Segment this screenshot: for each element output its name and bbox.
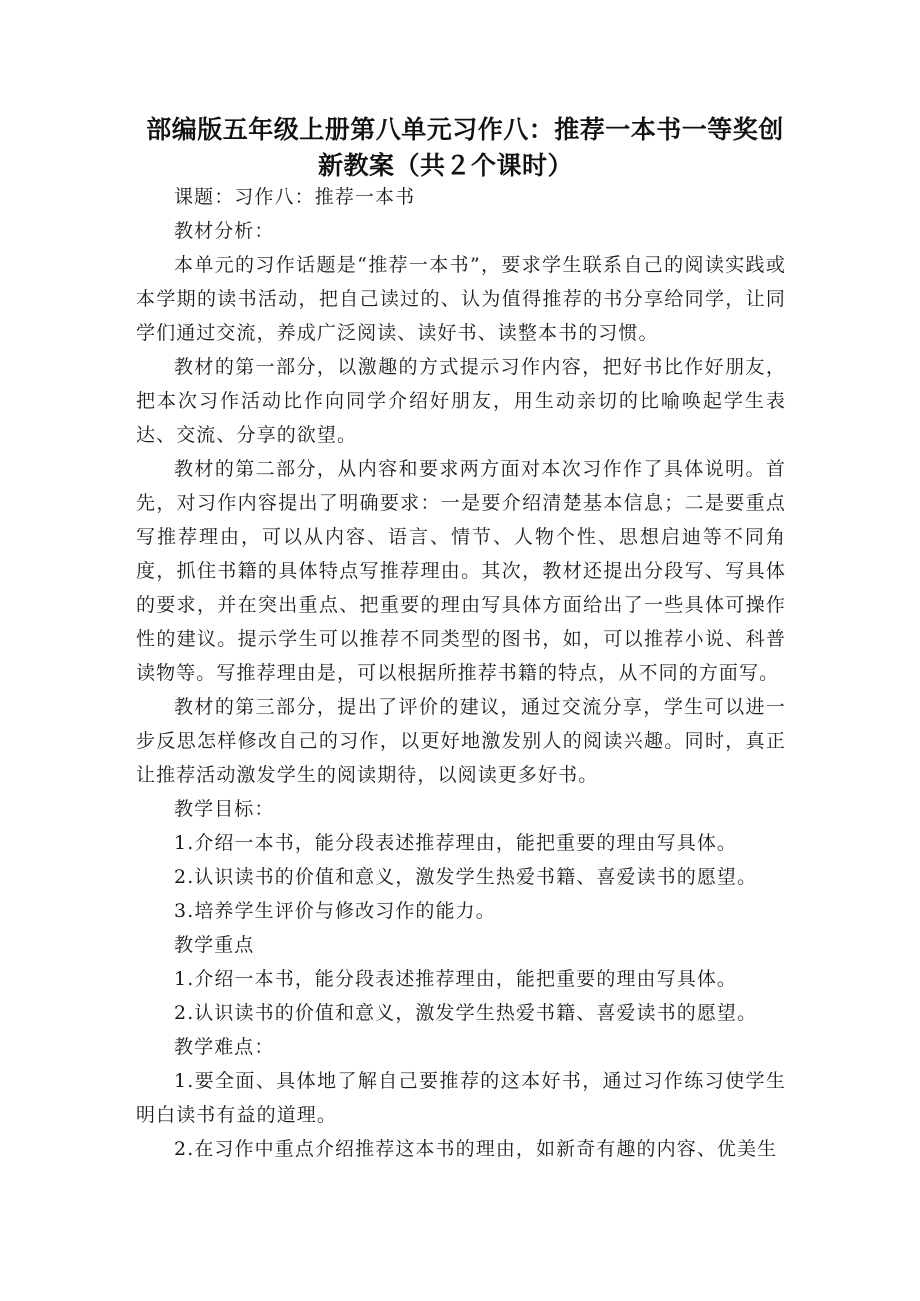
analysis-paragraph-1: 本单元的习作话题是“推荐一本书”，要求学生联系自己的阅读实践或本学期的读书活动，把自己读过的、认为值得推荐的书分享给同学，让同学们通过交流，养成广泛阅读、读好书、读整本书的习惯。	[136, 254, 786, 344]
title-line-2: 新教案（共２个课时）	[318, 151, 574, 180]
analysis-paragraph-2: 教材的第一部分，以激趣的方式提示习作内容，把好书比作好朋友，把本次习作活动比作向同学介绍好朋友，用生动亲切的比喻唤起学生表达、交流、分享的欲望。	[136, 356, 786, 446]
focus-heading: 教学重点	[174, 934, 255, 956]
focus-item: 2.认识读书的价值和意义，激发学生热爱书籍、喜爱读书的愿望。	[174, 1002, 758, 1024]
analysis-paragraph-3: 教材的第二部分，从内容和要求两方面对本次习作作了具体说明。首先，对习作内容提出了明确要求：一是要介绍清楚基本信息；二是要重点写推荐理由，可以从内容、语言、情节、人物个性、思想启迪等不同角度，抓住书籍的具体特点写推荐理由。其次，教材还提出分段写、写具体的要求，并在突出重点、把重要的理由写具体方面给出了一些具体可操作性的建议。提示学生可以推荐不同类型的图书，如，可以推荐小说、科普读物等。写推荐理由是，可以根据所推荐书籍的特点，从不同的方面写。	[136, 458, 786, 684]
goal-item: 2.认识读书的价值和意义，激发学生热爱书籍、喜爱读书的愿望。	[174, 866, 758, 888]
goal-item: 1.介绍一本书，能分段表述推荐理由，能把重要的理由写具体。	[174, 832, 738, 854]
difficulty-item: 2.在习作中重点介绍推荐这本书的理由，如新奇有趣的内容、优美生	[174, 1138, 778, 1160]
difficulty-heading: 教学难点：	[174, 1036, 275, 1058]
document-title	[135, 112, 795, 184]
goals-heading: 教学目标：	[174, 798, 275, 820]
analysis-heading: 教材分析：	[174, 220, 275, 242]
goal-item: 3.培养学生评价与修改习作的能力。	[174, 900, 496, 922]
difficulty-item: 1.要全面、具体地了解自己要推荐的这本好书，通过习作练习使学生明白读书有益的道理。	[136, 1070, 786, 1126]
document-body	[136, 180, 786, 1166]
focus-item: 1.介绍一本书，能分段表述推荐理由，能把重要的理由写具体。	[174, 968, 738, 990]
lesson-topic: 课题：习作八：推荐一本书	[174, 186, 416, 208]
analysis-paragraph-4: 教材的第三部分，提出了评价的建议，通过交流分享，学生可以进一步反思怎样修改自己的习作，以更好地激发别人的阅读兴趣。同时，真正让推荐活动激发学生的阅读期待，以阅读更多好书。	[136, 696, 786, 786]
title-line-1: 部编版五年级上册第八单元习作八：推荐一本书一等奖创	[146, 115, 784, 144]
